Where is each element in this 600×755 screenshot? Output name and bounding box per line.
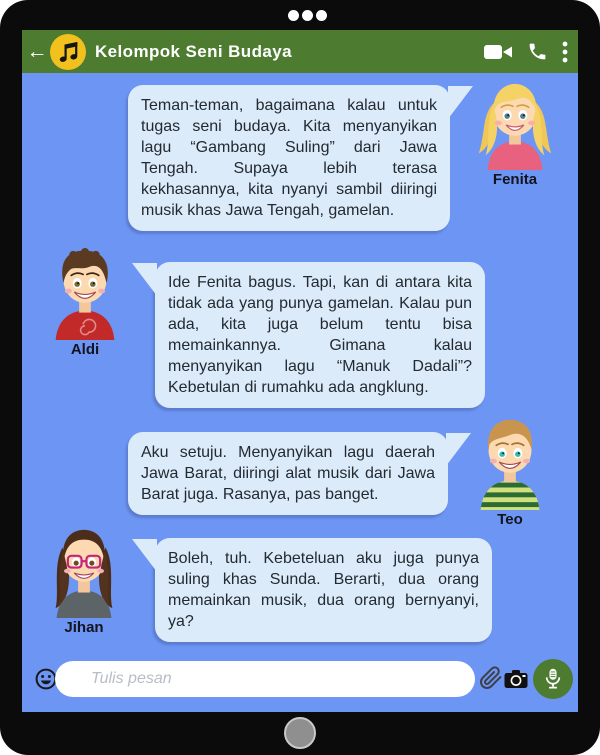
message-text: Teman-teman, bagaimana kalau untuk tugas seni budaya. Kita menyanyikan lagu “Gambang Suling” dari Jawa Tengah. Supaya lebih terasa kekhasannya, kita nyanyi sambil diiringi musik khas Jawa Tengah, gamelan. [141,97,437,219]
message-bubble-teo [128,432,448,515]
message-input[interactable] [55,661,475,697]
chat-screen [22,30,578,712]
voice-call-icon[interactable] [527,41,548,62]
contact-name: Fenita [492,171,538,188]
camera-icon[interactable] [503,667,529,691]
contact-aldi[interactable] [28,246,142,358]
home-button[interactable] [284,717,316,749]
contact-jihan[interactable] [22,524,146,636]
message-bubble-fenita [128,85,450,231]
video-call-icon[interactable] [483,43,513,61]
avatar-fenita [463,76,567,170]
avatar-teo [458,416,562,510]
contact-name: Aldi [70,341,100,358]
message-text: Boleh, tuh. Kebeteluan aku juga punya suling khas Sunda. Berarti, dua orang memainkan musik, dua orang bernyanyi, ya? [168,550,479,630]
camera-dot [302,10,313,21]
message-text: Ide Fenita bagus. Tapi, kan di antara kita tidak ada yang punya gamelan. Kalau pun ada, kita juga belum tentu bisa memainkannya. Gimana kalau menyanyikan lagu “Manuk Dadali”? Kebetulan di rumahku ada angklung. [168,274,472,396]
avatar-aldi [33,246,137,340]
chat-title: Kelompok Seni Budaya [95,41,292,61]
chat-header [22,30,578,73]
contact-fenita[interactable] [455,76,575,188]
avatar-jihan [32,524,136,618]
paperclip-icon[interactable] [479,666,503,690]
camera-dot [316,10,327,21]
message-text: Aku setuju. Menyanyikan lagu daerah Jawa Barat, diiringi alat musik dari Jawa Barat juga. Rasanya, pas banget. [141,444,435,503]
contact-name: Teo [497,511,523,528]
message-bubble-aldi [155,262,485,408]
back-button[interactable]: ← [26,39,48,63]
camera-dot [288,10,299,21]
menu-kebab-icon[interactable] [562,41,568,63]
message-bubble-jihan [155,538,492,642]
mic-button[interactable] [533,659,573,699]
microphone-icon [542,667,564,691]
group-avatar-music-icon[interactable] [50,34,86,70]
front-camera-dots [288,10,327,21]
music-notes-icon [50,34,86,70]
contact-teo[interactable] [450,416,570,528]
header-actions [483,41,568,63]
contact-name: Jihan [64,619,104,636]
